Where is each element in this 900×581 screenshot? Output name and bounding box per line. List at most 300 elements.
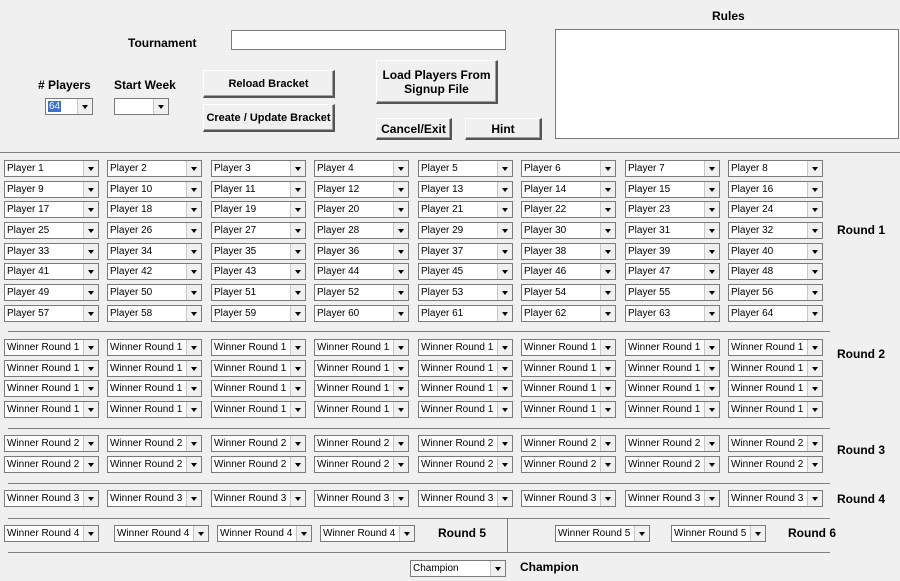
round2-slot[interactable]: [211, 360, 306, 377]
chevron-down-icon[interactable]: [83, 526, 98, 541]
round3-slot[interactable]: [4, 435, 99, 452]
round2-slot[interactable]: [625, 339, 720, 356]
round1-slot[interactable]: [211, 201, 306, 218]
chevron-down-icon[interactable]: [704, 340, 719, 355]
chevron-down-icon[interactable]: [186, 457, 201, 472]
chevron-down-icon[interactable]: [807, 436, 822, 451]
round1-slot[interactable]: [418, 160, 513, 177]
chevron-down-icon[interactable]: [807, 244, 822, 259]
round1-slot-value: Player 6: [524, 163, 561, 174]
chevron-down-icon[interactable]: [600, 264, 615, 279]
round1-slot[interactable]: [211, 284, 306, 301]
round1-slot[interactable]: [211, 160, 306, 177]
chevron-down-icon[interactable]: [600, 244, 615, 259]
chevron-down-icon[interactable]: [497, 182, 512, 197]
chevron-down-icon[interactable]: [807, 285, 822, 300]
round4-slot[interactable]: [107, 490, 202, 507]
chevron-down-icon[interactable]: [393, 306, 408, 321]
round1-slot[interactable]: [4, 222, 99, 239]
round1-slot[interactable]: [728, 263, 823, 280]
round3-slot[interactable]: [418, 435, 513, 452]
chevron-down-icon[interactable]: [807, 491, 822, 506]
round3-slot-value: Winner Round 2: [110, 438, 183, 449]
round1-slot-value: Player 56: [731, 287, 774, 298]
chevron-down-icon[interactable]: [497, 306, 512, 321]
chevron-down-icon[interactable]: [600, 182, 615, 197]
chevron-down-icon[interactable]: [704, 491, 719, 506]
round5-slot[interactable]: [4, 525, 99, 542]
round1-slot[interactable]: [4, 181, 99, 198]
round4-slot-value: Winner Round 3: [7, 493, 80, 504]
chevron-down-icon[interactable]: [290, 306, 305, 321]
round1-slot[interactable]: [521, 181, 616, 198]
round1-slot[interactable]: [728, 160, 823, 177]
round2-slot[interactable]: [418, 401, 513, 418]
chevron-down-icon[interactable]: [497, 285, 512, 300]
round4-slot[interactable]: [211, 490, 306, 507]
round3-slot-value: Winner Round 2: [317, 459, 390, 470]
round1-slot[interactable]: [4, 243, 99, 260]
chevron-down-icon[interactable]: [704, 361, 719, 376]
round1-slot[interactable]: [211, 305, 306, 322]
chevron-down-icon[interactable]: [290, 182, 305, 197]
chevron-down-icon[interactable]: [600, 436, 615, 451]
round1-slot[interactable]: [4, 305, 99, 322]
chevron-down-icon[interactable]: [186, 202, 201, 217]
round4-slot[interactable]: [728, 490, 823, 507]
round5-slot[interactable]: [114, 525, 209, 542]
chevron-down-icon[interactable]: [807, 202, 822, 217]
chevron-down-icon[interactable]: [186, 340, 201, 355]
round3-slot-value: Winner Round 2: [524, 459, 597, 470]
chevron-down-icon[interactable]: [600, 361, 615, 376]
chevron-down-icon[interactable]: [290, 457, 305, 472]
round2-slot[interactable]: [625, 401, 720, 418]
chevron-down-icon[interactable]: [83, 491, 98, 506]
round5-slot-value: Winner Round 4: [7, 528, 80, 539]
round3-slot[interactable]: [728, 435, 823, 452]
chevron-down-icon[interactable]: [393, 340, 408, 355]
round4-slot[interactable]: [625, 490, 720, 507]
chevron-down-icon[interactable]: [393, 381, 408, 396]
round2-slot[interactable]: [418, 360, 513, 377]
round1-slot[interactable]: [314, 201, 409, 218]
chevron-down-icon[interactable]: [807, 182, 822, 197]
round2-slot[interactable]: [314, 360, 409, 377]
round1-slot[interactable]: [107, 243, 202, 260]
chevron-down-icon[interactable]: [497, 457, 512, 472]
round1-slot-value: Player 29: [421, 225, 464, 236]
round1-slot-value: Player 63: [628, 308, 671, 319]
chevron-down-icon[interactable]: [193, 526, 208, 541]
round1-slot-value: Player 14: [524, 184, 567, 195]
round1-slot[interactable]: [728, 181, 823, 198]
chevron-down-icon[interactable]: [186, 161, 201, 176]
chevron-down-icon[interactable]: [290, 161, 305, 176]
round1-slot-value: Player 43: [214, 266, 257, 277]
round6-slot[interactable]: [671, 525, 766, 542]
round2-slot-value: Winner Round 1: [731, 404, 804, 415]
chevron-down-icon[interactable]: [600, 402, 615, 417]
chevron-down-icon[interactable]: [807, 161, 822, 176]
round2-slot-value: Winner Round 1: [731, 342, 804, 353]
chevron-down-icon[interactable]: [704, 306, 719, 321]
chevron-down-icon[interactable]: [750, 526, 765, 541]
chevron-down-icon[interactable]: [83, 306, 98, 321]
chevron-down-icon[interactable]: [600, 161, 615, 176]
round1-slot[interactable]: [211, 181, 306, 198]
round3-slot-value: Winner Round 2: [731, 438, 804, 449]
chevron-down-icon[interactable]: [393, 285, 408, 300]
round2-slot[interactable]: [211, 401, 306, 418]
round2-slot[interactable]: [625, 360, 720, 377]
chevron-down-icon[interactable]: [186, 436, 201, 451]
round1-slot[interactable]: [728, 284, 823, 301]
chevron-down-icon[interactable]: [290, 491, 305, 506]
round6-slot[interactable]: [555, 525, 650, 542]
chevron-down-icon[interactable]: [186, 402, 201, 417]
round1-slot[interactable]: [107, 305, 202, 322]
chevron-down-icon[interactable]: [290, 340, 305, 355]
chevron-down-icon[interactable]: [704, 264, 719, 279]
chevron-down-icon[interactable]: [83, 161, 98, 176]
round2-slot[interactable]: [728, 360, 823, 377]
round4-slot-value: Winner Round 3: [524, 493, 597, 504]
chevron-down-icon[interactable]: [634, 526, 649, 541]
chevron-down-icon[interactable]: [497, 340, 512, 355]
round1-slot-value: Player 39: [628, 246, 671, 257]
chevron-down-icon[interactable]: [600, 340, 615, 355]
round3-slot[interactable]: [418, 456, 513, 473]
reload-bracket-button[interactable]: Reload Bracket: [203, 70, 335, 98]
round1-slot[interactable]: [418, 284, 513, 301]
chevron-down-icon[interactable]: [393, 202, 408, 217]
round2-slot[interactable]: [418, 339, 513, 356]
round1-slot[interactable]: [625, 305, 720, 322]
round2-slot[interactable]: [4, 339, 99, 356]
chevron-down-icon[interactable]: [290, 202, 305, 217]
round1-slot[interactable]: [521, 284, 616, 301]
round2-slot[interactable]: [521, 339, 616, 356]
chevron-down-icon[interactable]: [393, 244, 408, 259]
header-divider: [0, 152, 900, 153]
round1-slot[interactable]: [728, 243, 823, 260]
round1-slot[interactable]: [625, 181, 720, 198]
chevron-down-icon[interactable]: [186, 264, 201, 279]
chevron-down-icon[interactable]: [600, 381, 615, 396]
round4-slot-value: Winner Round 3: [110, 493, 183, 504]
chevron-down-icon[interactable]: [290, 402, 305, 417]
chevron-down-icon[interactable]: [290, 361, 305, 376]
chevron-down-icon[interactable]: [393, 161, 408, 176]
round2-slot-value: Winner Round 1: [7, 342, 80, 353]
chevron-down-icon[interactable]: [704, 223, 719, 238]
round1-slot[interactable]: [625, 160, 720, 177]
round1-slot-value: Player 19: [214, 204, 257, 215]
chevron-down-icon[interactable]: [83, 202, 98, 217]
round3-slot[interactable]: [211, 456, 306, 473]
round1-slot[interactable]: [625, 243, 720, 260]
chevron-down-icon[interactable]: [77, 99, 92, 114]
chevron-down-icon[interactable]: [393, 491, 408, 506]
chevron-down-icon[interactable]: [600, 223, 615, 238]
round2-slot[interactable]: [314, 339, 409, 356]
round2-slot[interactable]: [625, 380, 720, 397]
chevron-down-icon[interactable]: [807, 340, 822, 355]
chevron-down-icon[interactable]: [600, 457, 615, 472]
chevron-down-icon[interactable]: [393, 264, 408, 279]
chevron-down-icon[interactable]: [186, 306, 201, 321]
chevron-down-icon[interactable]: [186, 361, 201, 376]
round1-slot[interactable]: [728, 222, 823, 239]
round2-slot[interactable]: [107, 380, 202, 397]
chevron-down-icon[interactable]: [393, 436, 408, 451]
chevron-down-icon[interactable]: [83, 436, 98, 451]
champion-select[interactable]: [410, 560, 506, 577]
chevron-down-icon[interactable]: [83, 361, 98, 376]
chevron-down-icon[interactable]: [186, 491, 201, 506]
chevron-down-icon[interactable]: [399, 526, 414, 541]
round1-slot[interactable]: [4, 263, 99, 280]
round1-slot[interactable]: [521, 263, 616, 280]
chevron-down-icon[interactable]: [497, 491, 512, 506]
round5-slot[interactable]: [320, 525, 415, 542]
round2-slot[interactable]: [4, 380, 99, 397]
chevron-down-icon[interactable]: [497, 264, 512, 279]
round3-slot[interactable]: [107, 435, 202, 452]
chevron-down-icon[interactable]: [83, 223, 98, 238]
round1-slot[interactable]: [314, 243, 409, 260]
chevron-down-icon[interactable]: [704, 202, 719, 217]
chevron-down-icon[interactable]: [807, 306, 822, 321]
round1-slot[interactable]: [418, 181, 513, 198]
round1-slot[interactable]: [625, 201, 720, 218]
round5-label: Round 5: [438, 526, 486, 540]
round3-slot[interactable]: [107, 456, 202, 473]
round2-slot[interactable]: [521, 380, 616, 397]
chevron-down-icon[interactable]: [490, 561, 505, 576]
chevron-down-icon[interactable]: [290, 264, 305, 279]
chevron-down-icon[interactable]: [186, 285, 201, 300]
round2-slot[interactable]: [107, 360, 202, 377]
start-week-select[interactable]: [114, 98, 169, 115]
chevron-down-icon[interactable]: [153, 99, 168, 114]
chevron-down-icon[interactable]: [393, 182, 408, 197]
round2-slot-value: Winner Round 1: [214, 404, 287, 415]
load-players-button[interactable]: Load Players From Signup File: [376, 60, 498, 104]
create-update-bracket-button[interactable]: Create / Update Bracket: [203, 104, 335, 132]
chevron-down-icon[interactable]: [807, 264, 822, 279]
round3-slot[interactable]: [4, 456, 99, 473]
round1-slot[interactable]: [625, 284, 720, 301]
chevron-down-icon[interactable]: [186, 223, 201, 238]
round4-slot[interactable]: [4, 490, 99, 507]
chevron-down-icon[interactable]: [83, 244, 98, 259]
round2-slot[interactable]: [211, 339, 306, 356]
players-select[interactable]: [45, 98, 93, 115]
chevron-down-icon[interactable]: [600, 285, 615, 300]
chevron-down-icon[interactable]: [497, 361, 512, 376]
round3-slot[interactable]: [728, 456, 823, 473]
round3-slot[interactable]: [521, 456, 616, 473]
round2-slot[interactable]: [521, 360, 616, 377]
chevron-down-icon[interactable]: [290, 285, 305, 300]
chevron-down-icon[interactable]: [186, 244, 201, 259]
round1-slot[interactable]: [211, 263, 306, 280]
chevron-down-icon[interactable]: [83, 264, 98, 279]
round1-slot[interactable]: [314, 305, 409, 322]
round3-slot[interactable]: [314, 435, 409, 452]
round1-slot[interactable]: [418, 201, 513, 218]
round1-slot-value: Player 30: [524, 225, 567, 236]
chevron-down-icon[interactable]: [704, 285, 719, 300]
chevron-down-icon[interactable]: [83, 340, 98, 355]
chevron-down-icon[interactable]: [497, 161, 512, 176]
round2-slot[interactable]: [728, 380, 823, 397]
chevron-down-icon[interactable]: [600, 202, 615, 217]
chevron-down-icon[interactable]: [497, 402, 512, 417]
round3-slot[interactable]: [521, 435, 616, 452]
round1-slot[interactable]: [314, 284, 409, 301]
round1-slot[interactable]: [107, 222, 202, 239]
chevron-down-icon[interactable]: [807, 381, 822, 396]
hint-button[interactable]: Hint: [465, 118, 542, 140]
round1-slot[interactable]: [314, 222, 409, 239]
round2-slot-value: Winner Round 1: [421, 383, 494, 394]
round2-slot[interactable]: [211, 380, 306, 397]
chevron-down-icon[interactable]: [497, 202, 512, 217]
chevron-down-icon[interactable]: [704, 402, 719, 417]
round1-slot[interactable]: [211, 243, 306, 260]
cancel-exit-button[interactable]: Cancel/Exit: [376, 118, 452, 140]
chevron-down-icon[interactable]: [290, 244, 305, 259]
chevron-down-icon[interactable]: [83, 182, 98, 197]
chevron-down-icon[interactable]: [704, 381, 719, 396]
round1-slot[interactable]: [521, 305, 616, 322]
round1-slot[interactable]: [4, 201, 99, 218]
round3-slot[interactable]: [211, 435, 306, 452]
round2-slot[interactable]: [728, 339, 823, 356]
chevron-down-icon[interactable]: [704, 244, 719, 259]
chevron-down-icon[interactable]: [83, 402, 98, 417]
chevron-down-icon[interactable]: [704, 457, 719, 472]
round2-slot-value: Winner Round 1: [214, 363, 287, 374]
chevron-down-icon[interactable]: [497, 223, 512, 238]
round1-slot[interactable]: [314, 181, 409, 198]
chevron-down-icon[interactable]: [704, 161, 719, 176]
chevron-down-icon[interactable]: [704, 182, 719, 197]
round1-slot[interactable]: [418, 263, 513, 280]
round2-slot[interactable]: [107, 339, 202, 356]
chevron-down-icon[interactable]: [600, 491, 615, 506]
round4-slot-value: Winner Round 3: [317, 493, 390, 504]
chevron-down-icon[interactable]: [807, 457, 822, 472]
round1-slot[interactable]: [107, 263, 202, 280]
chevron-down-icon[interactable]: [807, 402, 822, 417]
round1-slot-value: Player 49: [7, 287, 50, 298]
round1-slot[interactable]: [521, 160, 616, 177]
chevron-down-icon[interactable]: [497, 244, 512, 259]
chevron-down-icon[interactable]: [83, 381, 98, 396]
chevron-down-icon[interactable]: [296, 526, 311, 541]
round2-slot-value: Winner Round 1: [317, 342, 390, 353]
chevron-down-icon[interactable]: [393, 361, 408, 376]
tournament-label: Tournament: [128, 36, 197, 50]
round1-slot-value: Player 48: [731, 266, 774, 277]
round2-slot[interactable]: [107, 401, 202, 418]
round1-slot[interactable]: [314, 263, 409, 280]
round1-slot-value: Player 28: [317, 225, 360, 236]
chevron-down-icon[interactable]: [393, 223, 408, 238]
chevron-down-icon[interactable]: [807, 223, 822, 238]
round1-slot[interactable]: [521, 201, 616, 218]
round1-slot[interactable]: [107, 284, 202, 301]
chevron-down-icon[interactable]: [186, 182, 201, 197]
chevron-down-icon[interactable]: [393, 402, 408, 417]
round1-slot[interactable]: [728, 201, 823, 218]
round1-slot[interactable]: [107, 181, 202, 198]
chevron-down-icon[interactable]: [393, 457, 408, 472]
round4-slot[interactable]: [521, 490, 616, 507]
round1-slot[interactable]: [418, 243, 513, 260]
round1-slot[interactable]: [107, 201, 202, 218]
round2-slot[interactable]: [4, 401, 99, 418]
chevron-down-icon[interactable]: [290, 381, 305, 396]
round1-slot[interactable]: [4, 284, 99, 301]
round2-slot[interactable]: [4, 360, 99, 377]
round4-slot[interactable]: [418, 490, 513, 507]
chevron-down-icon[interactable]: [83, 457, 98, 472]
round3-slot-value: Winner Round 2: [214, 438, 287, 449]
round1-slot[interactable]: [4, 160, 99, 177]
round3-slot[interactable]: [314, 456, 409, 473]
round1-slot[interactable]: [625, 222, 720, 239]
round1-slot[interactable]: [107, 160, 202, 177]
chevron-down-icon[interactable]: [600, 306, 615, 321]
round1-slot[interactable]: [314, 160, 409, 177]
round5-slot[interactable]: [217, 525, 312, 542]
tournament-input[interactable]: [231, 30, 506, 50]
round3-slot[interactable]: [625, 456, 720, 473]
round1-slot[interactable]: [728, 305, 823, 322]
round4-slot[interactable]: [314, 490, 409, 507]
round2-slot[interactable]: [314, 380, 409, 397]
chevron-down-icon[interactable]: [83, 285, 98, 300]
chevron-down-icon[interactable]: [704, 436, 719, 451]
round1-slot[interactable]: [211, 222, 306, 239]
round2-slot[interactable]: [521, 401, 616, 418]
chevron-down-icon[interactable]: [807, 361, 822, 376]
round1-slot[interactable]: [418, 305, 513, 322]
round1-slot[interactable]: [418, 222, 513, 239]
round3-slot[interactable]: [625, 435, 720, 452]
chevron-down-icon[interactable]: [290, 436, 305, 451]
chevron-down-icon[interactable]: [290, 223, 305, 238]
chevron-down-icon[interactable]: [186, 381, 201, 396]
chevron-down-icon[interactable]: [497, 436, 512, 451]
round2-slot-value: Winner Round 1: [317, 383, 390, 394]
round1-slot[interactable]: [625, 263, 720, 280]
round2-slot[interactable]: [314, 401, 409, 418]
rules-textarea[interactable]: [555, 29, 899, 139]
round1-slot-value: Player 10: [110, 184, 153, 195]
round2-slot[interactable]: [728, 401, 823, 418]
round1-slot[interactable]: [521, 243, 616, 260]
chevron-down-icon[interactable]: [497, 381, 512, 396]
round2-slot[interactable]: [418, 380, 513, 397]
round1-slot-value: Player 40: [731, 246, 774, 257]
round1-slot[interactable]: [521, 222, 616, 239]
